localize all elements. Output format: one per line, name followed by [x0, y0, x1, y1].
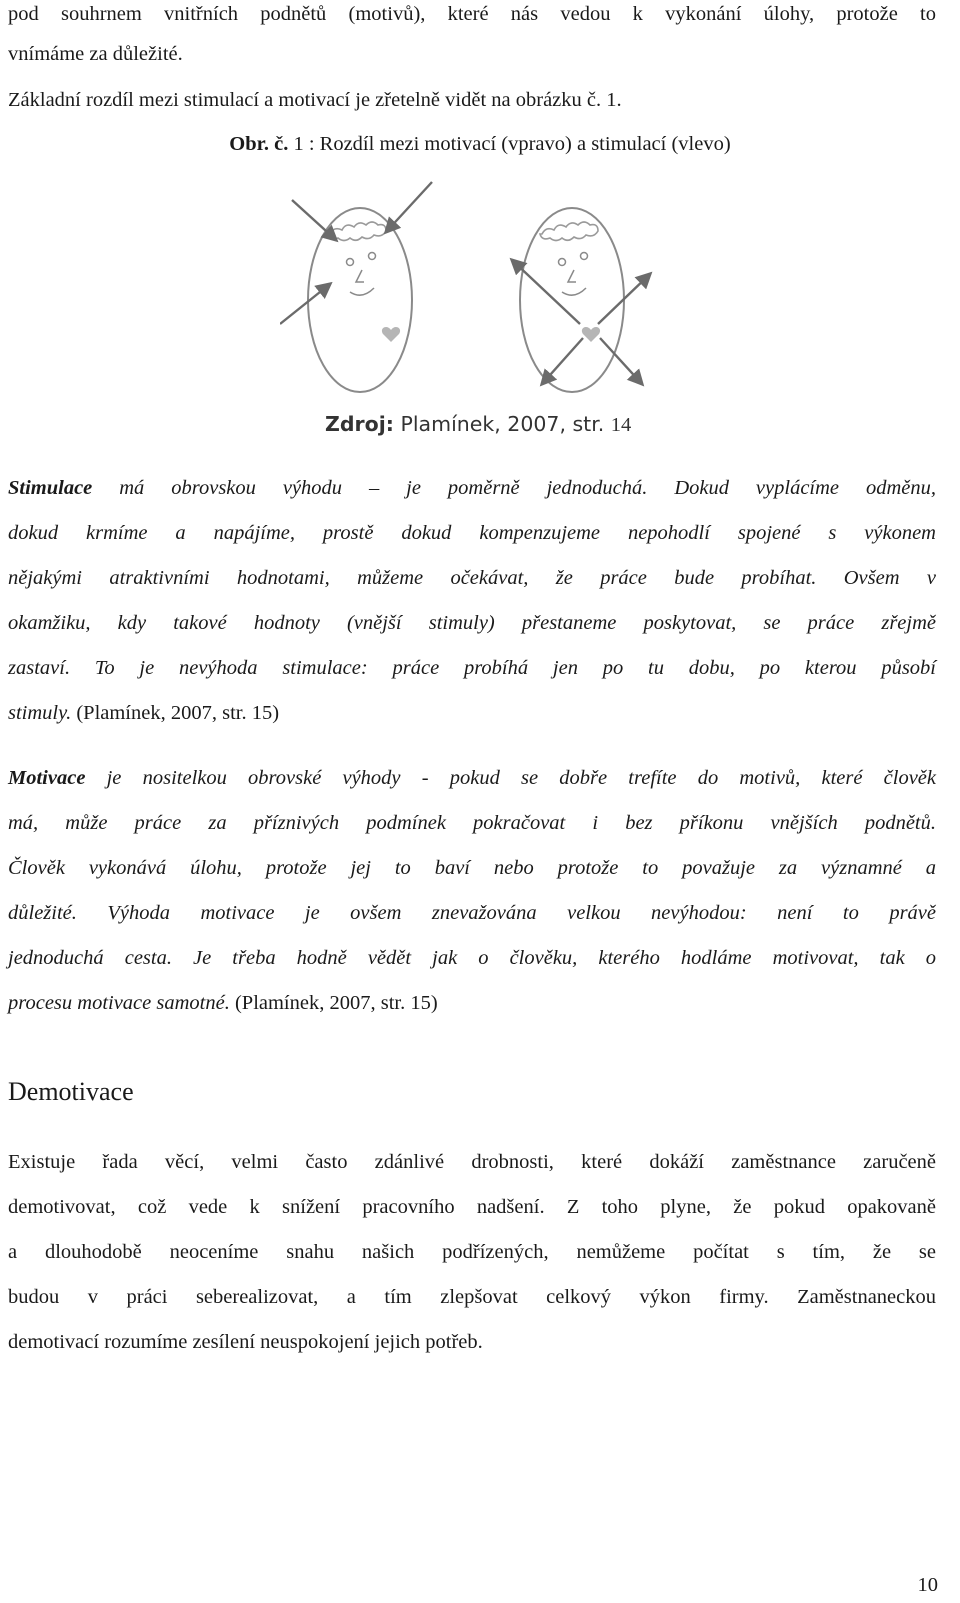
paragraph-line: dokud krmíme a napájíme, prostě dokud kompenzujeme nepohodlí spojené s výkonem — [8, 522, 936, 544]
paragraph-line: vnímáme za důležité. — [8, 43, 183, 65]
paragraph-line: Člověk vykonává úlohu, protože jej to baví nebo protože to považuje za významné a — [8, 857, 936, 879]
paragraph-text: má obrovskou výhodu – je poměrně jednoduchá. Dokud vyplácíme odměnu, — [92, 477, 936, 499]
figure-caption — [0, 130, 960, 158]
paragraph-text: stimuly. — [8, 702, 72, 724]
paragraph-line: Základní rozdíl mezi stimulací a motivací je zřetelně vidět na obrázku č. 1. — [8, 89, 622, 111]
left-head-outline — [308, 208, 412, 392]
figure-source-page: 14 — [610, 414, 632, 436]
right-heart — [582, 327, 600, 342]
paragraph-line — [8, 474, 936, 502]
figure-caption-text: 1 : Rozdíl mezi motivací (vpravo) a stimulací (vlevo) — [288, 133, 731, 155]
left-head-figure — [280, 182, 432, 392]
paragraph-text: procesu motivace samotné. — [8, 992, 230, 1014]
paragraph-line — [8, 764, 936, 792]
figure-stimulation-vs-motivation — [280, 178, 680, 400]
left-hair — [328, 222, 386, 241]
paragraph-line: demotivací rozumíme zesílení neuspokojení jejich potřeb. — [8, 1331, 483, 1353]
paragraph-line: okamžiku, kdy takové hodnoty (vnější stimuly) přestaneme poskytovat, se práce zřejmě — [8, 612, 936, 634]
page-number: 10 — [917, 1574, 938, 1596]
paragraph-line: má, může práce za příznivých podmínek pokračovat i bez příkonu vnějších podnětů. — [8, 812, 936, 834]
term-stimulace: Stimulace — [8, 477, 93, 499]
paragraph-line: důležité. Výhoda motivace je ovšem znevažována velkou nevýhodou: není to právě — [8, 902, 936, 924]
right-head-outline — [520, 208, 624, 392]
section-heading: Demotivace — [8, 1077, 134, 1106]
paragraph-line: a dlouhodobě neoceníme snahu našich podřízených, nemůžeme počítat s tím, že se — [8, 1241, 936, 1263]
citation: (Plamínek, 2007, str. 15) — [229, 992, 438, 1014]
paragraph-line: Existuje řada věcí, velmi často zdánlivé drobnosti, které dokáží zaměstnance zaručeně — [8, 1151, 936, 1173]
figure-source — [325, 410, 631, 439]
paragraph-line: budou v práci seberealizovat, a tím zlepšovat celkový výkon firmy. Zaměstnaneckou — [8, 1286, 936, 1308]
figure-caption-label: Obr. č. — [229, 133, 289, 155]
paragraph-line: nějakými atraktivními hodnotami, můžeme očekávat, že práce bude probíhat. Ovšem v — [8, 567, 936, 589]
paragraph-line — [8, 989, 438, 1017]
paragraph-line — [8, 699, 279, 727]
paragraph-text: je nositelkou obrovské výhody - pokud se dobře trefíte do motivů, které člověk — [85, 767, 936, 789]
citation: (Plamínek, 2007, str. 15) — [71, 702, 280, 724]
paragraph-line: demotivovat, což vede k snížení pracovního nadšení. Z toho plyne, že pokud opakovaně — [8, 1196, 936, 1218]
figure-source-text: Plamínek, 2007, str. — [393, 412, 611, 436]
left-heart — [382, 327, 400, 342]
paragraph-line: zastaví. To je nevýhoda stimulace: práce probíhá jen po tu dobu, po kterou působí — [8, 657, 936, 679]
figure-source-label: Zdroj: — [325, 412, 394, 436]
paragraph-line: pod souhrnem vnitřních podnětů (motivů), které nás vedou k vykonání úlohy, protože to — [8, 3, 936, 25]
right-hair — [540, 222, 598, 241]
right-head-figure — [512, 208, 650, 392]
paragraph-line: jednoduchá cesta. Je třeba hodně vědět jak o člověku, kterého hodláme motivovat, tak o — [8, 947, 936, 969]
term-motivace: Motivace — [8, 767, 86, 789]
